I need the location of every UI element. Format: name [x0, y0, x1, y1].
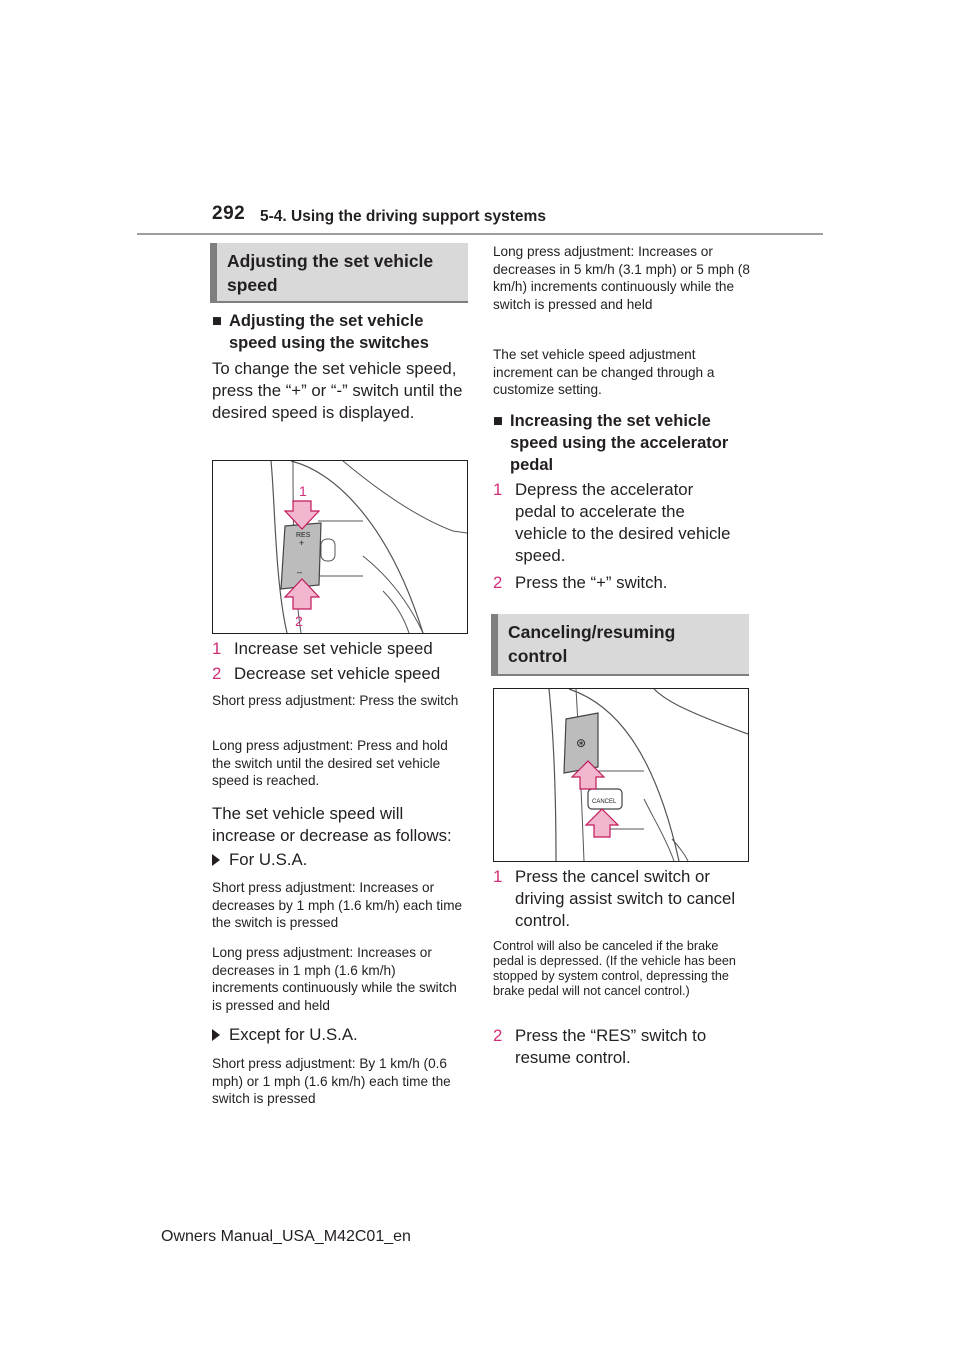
step-decrease — [212, 663, 468, 685]
short-press-note: Short press adjustment: Press the switch — [212, 693, 459, 708]
step-number: 2 — [212, 664, 222, 683]
cancel-switch-illustration — [494, 689, 748, 861]
cancel-arrow-icon — [586, 809, 618, 837]
section-title: 5-4. Using the driving support systems — [260, 208, 546, 225]
figure-cancel-switch — [493, 688, 749, 862]
accel-step-2 — [493, 572, 743, 594]
square-bullet-icon: ■ — [212, 312, 222, 330]
cancel-note: Control will also be canceled if the brake pedal is depressed. (If the vehicle has been stopped by system control, depressing the brake pedal will not cancel control.) — [493, 939, 736, 998]
section-heading-adjusting — [210, 243, 468, 303]
step-text: Depress the accelerator pedal to accelerate the vehicle to the desired vehicle speed. — [515, 480, 731, 565]
non-usa-short-press: Short press adjustment: By 1 km/h (0.6 mph) or 1 mph (1.6 km/h) each time the switch is pressed — [212, 1056, 451, 1106]
non-usa-long-press: Long press adjustment: Increases or decreases in 5 km/h (3.1 mph) or 5 mph (8 km/h) increments continuously while the switch is pressed and held — [493, 244, 750, 312]
subheading-text: Increasing the set vehicle speed using the accelerator pedal — [510, 412, 729, 474]
step-text: Press the cancel switch or driving assist switch to cancel control. — [515, 867, 736, 930]
minus-label: – — [297, 567, 303, 577]
page-number: 292 — [212, 203, 246, 224]
callout-2: 2 — [295, 613, 303, 629]
long-press-note: Long press adjustment: Press and hold the switch until the desired set vehicle speed is reached. — [212, 738, 448, 788]
step-text: Press the “RES” switch to resume control. — [515, 1026, 707, 1067]
step-text: Decrease set vehicle speed — [234, 664, 441, 683]
step-increase — [212, 638, 468, 660]
section-heading-text: Adjusting the set vehicle speed — [227, 251, 434, 295]
accel-step-1 — [493, 479, 733, 567]
subheading-text: Adjusting the set vehicle speed using the switches — [229, 312, 429, 352]
usa-short-press: Short press adjustment: Increases or decreases by 1 mph (1.6 km/h) each time the switch is pressed — [212, 880, 463, 930]
step-number: 1 — [212, 639, 222, 658]
triangle-bullet-icon — [212, 1029, 220, 1041]
bullet-text: Except for U.S.A. — [229, 1025, 358, 1044]
square-bullet-icon: ■ — [493, 412, 503, 430]
bullet-text: For U.S.A. — [229, 850, 308, 869]
header-rule — [137, 233, 823, 235]
cancel-step-2 — [493, 1025, 743, 1069]
triangle-bullet-icon — [212, 854, 220, 866]
bullet-except-usa — [212, 1024, 462, 1046]
callout-1: 1 — [299, 483, 307, 499]
increment-note: The set vehicle speed adjustment increment can be changed through a customize setting. — [493, 347, 715, 397]
section-heading-canceling — [491, 614, 749, 676]
footer-doc-id: Owners Manual_USA_M42C01_en — [161, 1228, 411, 1245]
subheading-accelerator — [493, 410, 751, 476]
section-heading-text: Canceling/resuming control — [508, 622, 676, 666]
res-label: RES — [296, 532, 311, 539]
bullet-usa — [212, 849, 462, 871]
change-intro: The set vehicle speed will increase or decrease as follows: — [212, 804, 452, 845]
cancel-label: CANCEL — [592, 799, 617, 805]
usa-long-press: Long press adjustment: Increases or decreases in 1 mph (1.6 km/h) increments continuously while the switch is pressed and held — [212, 945, 457, 1013]
step-text: Increase set vehicle speed — [234, 639, 433, 658]
intro-paragraph: To change the set vehicle speed, press the “+” or “-” switch until the desired speed is displayed. — [212, 359, 463, 422]
steering-switch-illustration — [213, 461, 467, 633]
step-number: 1 — [493, 480, 503, 499]
figure-steering-switches — [212, 460, 468, 634]
plus-label: + — [299, 538, 305, 548]
subheading-switches — [212, 310, 462, 354]
step-number: 2 — [493, 1026, 503, 1045]
svg-text:⊛: ⊛ — [576, 736, 587, 750]
step-number: 2 — [493, 573, 503, 592]
cancel-step-1 — [493, 866, 749, 932]
step-text: Press the “+” switch. — [515, 573, 668, 592]
step-number: 1 — [493, 867, 503, 886]
